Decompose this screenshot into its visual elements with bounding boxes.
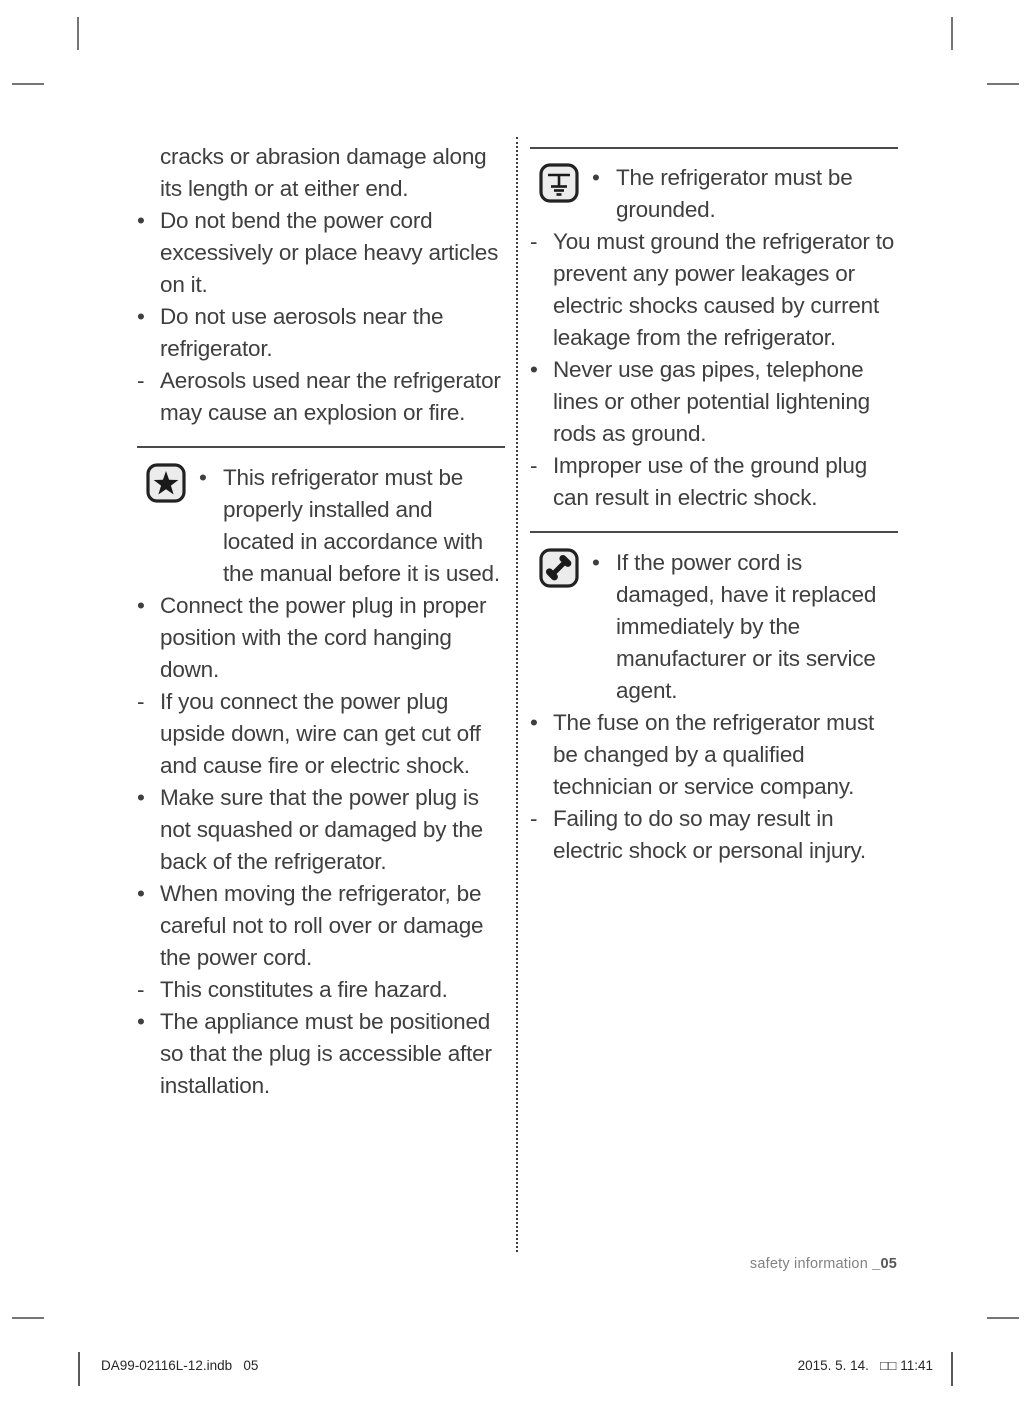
bullet-marker: • (530, 710, 538, 735)
crop-mark (12, 1317, 44, 1319)
page-footer (750, 1256, 897, 1272)
right-column (530, 140, 898, 867)
list-item (137, 301, 505, 365)
dash-marker: - (530, 806, 538, 831)
power-cord-icon (539, 548, 579, 588)
icon-list-item (530, 547, 898, 707)
section-divider (530, 147, 898, 149)
list-item (137, 686, 505, 782)
crop-mark (12, 83, 44, 85)
item-text: The appliance must be positioned so that the plug is accessible after installation. (160, 1009, 492, 1098)
icon-list-item (530, 162, 898, 226)
bullet-marker: • (137, 208, 145, 233)
item-text: The refrigerator must be grounded. (616, 165, 853, 222)
dash-marker: - (137, 689, 145, 714)
bullet-marker: • (530, 357, 538, 382)
list-item (137, 365, 505, 429)
item-text: The fuse on the refrigerator must be changed by a qualified technician or service company. (553, 710, 875, 799)
dash-marker: - (137, 977, 145, 1002)
bullet-marker: • (592, 165, 600, 190)
bullet-marker: • (137, 785, 145, 810)
item-text: Make sure that the power plug is not squashed or damaged by the back of the refrigerator. (160, 785, 483, 874)
ground-icon (539, 163, 579, 203)
list-item (530, 450, 898, 514)
crop-mark (987, 1317, 1019, 1319)
section-divider (530, 531, 898, 533)
item-text: Aerosols used near the refrigerator may cause an explosion or fire. (160, 368, 501, 425)
list-item (530, 226, 898, 354)
page-number: _05 (872, 1256, 897, 1272)
list-item (137, 205, 505, 301)
list-item (137, 141, 505, 205)
dash-marker: - (530, 453, 538, 478)
crop-mark (987, 83, 1019, 85)
list-item (137, 1006, 505, 1102)
item-text: If the power cord is damaged, have it replaced immediately by the manufacturer or its service agent. (616, 550, 877, 703)
list-item (137, 590, 505, 686)
bullet-marker: • (137, 593, 145, 618)
item-text: Do not bend the power cord excessively or place heavy articles on it. (160, 208, 499, 297)
list-item (137, 974, 505, 1006)
list-item (137, 782, 505, 878)
column-divider (516, 137, 518, 1252)
bullet-marker: • (137, 1009, 145, 1034)
crop-mark (951, 1352, 953, 1386)
item-text: Improper use of the ground plug can result in electric shock. (553, 453, 868, 510)
bullet-marker: • (199, 465, 207, 490)
item-text: This refrigerator must be properly installed and located in accordance with the manual before it is used. (223, 465, 500, 586)
item-text: Never use gas pipes, telephone lines or other potential lightening rods as ground. (553, 357, 870, 446)
print-file-label: DA99-02116L-12.indb 05 (101, 1358, 259, 1373)
section-divider (137, 446, 505, 448)
item-text: You must ground the refrigerator to prevent any power leakages or electric shocks caused by current leakage from the refrigerator. (553, 229, 895, 350)
dash-marker: - (530, 229, 538, 254)
list-item (530, 707, 898, 803)
crop-mark (77, 17, 79, 50)
icon-list-item (137, 462, 505, 590)
star-icon (146, 463, 186, 503)
print-timestamp: 2015. 5. 14. □□ 11:41 (797, 1358, 933, 1373)
crop-mark (78, 1352, 80, 1386)
list-item (137, 878, 505, 974)
bullet-marker: • (137, 881, 145, 906)
item-text: Do not use aerosols near the refrigerator. (160, 304, 444, 361)
bullet-marker: • (592, 550, 600, 575)
bullet-marker: • (137, 304, 145, 329)
item-text: Failing to do so may result in electric shock or personal injury. (553, 806, 866, 863)
item-text: When moving the refrigerator, be careful not to roll over or damage the power cord. (160, 881, 484, 970)
item-text: If you connect the power plug upside down, wire can get cut off and cause fire or electric shock. (160, 689, 481, 778)
item-text: This constitutes a fire hazard. (160, 977, 448, 1002)
left-column (137, 141, 505, 1102)
item-text: Connect the power plug in proper position with the cord hanging down. (160, 593, 487, 682)
crop-mark (951, 17, 953, 50)
list-item (530, 803, 898, 867)
list-item (530, 354, 898, 450)
dash-marker: - (137, 368, 145, 393)
section-label: safety information (749, 1256, 873, 1272)
item-text: cracks or abrasion damage along its length or at either end. (160, 144, 487, 201)
